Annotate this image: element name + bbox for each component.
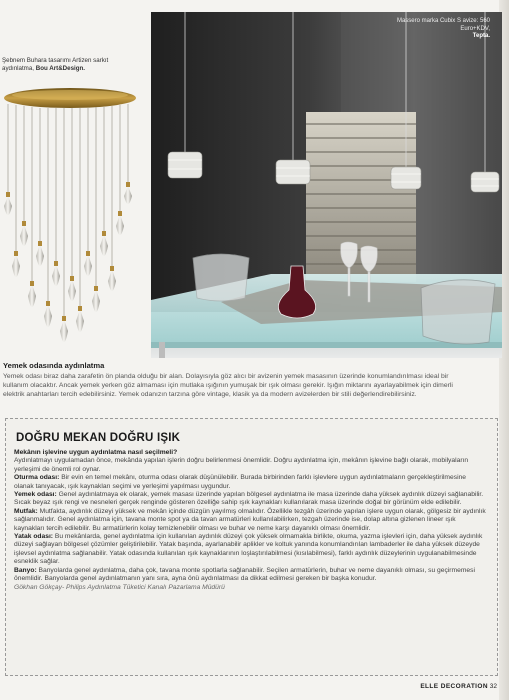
magazine-name: ELLE DECORATION <box>420 683 488 690</box>
box-intro: Aydınlatmayı uygulamadan önce, mekânda yapılan işlerin doğru belirlenmesi önemlidir. Doğru aydınlatma için, mekânın işlevine bağlı olarak, mobilyaların yerleşimi de önemli rol oynar. <box>14 457 469 473</box>
pendant-caption-brand: Tepta. <box>472 33 490 39</box>
pendant-caption <box>380 18 490 41</box>
chandelier-caption-text: Şebnem Buhara tasarımı Artizen sarkıt aydınlatma, <box>2 57 109 72</box>
chandelier-caption <box>2 57 132 73</box>
section-paragraph: Yemek odası biraz daha zarafetin ön planda olduğu bir alan. Dolayısıyla göz alıcı bir avizenin yemek masasının üzerinde konumlandırılması ideal bir kullanım olacaktır. Ancak yemek yerken göz almaması için mutlaka ışığının yumuşak bir ışık olması gerekir. Işığın miktarını ayarlayabilmek için dimerli elektrik anahtarları tercih edebilirsiniz. Yemek odanızın tarzına göre vintage, klasik ya da modern avizelerden bir stili değerlendirebilirsiniz. <box>3 373 453 399</box>
box-item-label: Mutfak: <box>14 507 38 515</box>
box-body <box>14 449 486 592</box>
box-item <box>14 474 486 491</box>
box-item-label: Yemek odası: <box>14 491 57 499</box>
section-heading: Yemek odasında aydınlatma <box>3 361 105 370</box>
box-item <box>14 533 486 567</box>
box-item <box>14 567 486 584</box>
box-signature: Gökhan Gökçay- Philips Aydınlatma Tüketici Kanalı Pazarlama Müdürü <box>14 583 225 591</box>
chandelier-image <box>0 86 148 356</box>
box-item-text: Bir evin en temel mekânı, oturma odası olarak düşünülebilir. Burada birbirinden farklı işlevlere uygun aydınlatmaların gerçekleştirilmesine olanak tanıyacak, ışık kaynakları seçimi ve yerleşimi yapılması uygundur. <box>14 474 466 490</box>
box-item-text: Bu mekânlarda, genel aydınlatma için kullanılan aydınlık düzeyi çok yüksek olmamakla birlikte, okuma, yazma işlevleri için, daha yüksek aydınlık düzeyi sağlayan bölgesel çözümler geliştirilebilir. Yatak başında, ayarlanabilir aplikler ve koltuk yanında konumlandırılan lambaderler ile daha yüksek düzeyde işlevsel aydınlatma sağlanabilir. Yatak odasında kullanılan ışık kaynaklarının loşlaştırılabilmesi (kısılabilmesi), farklı aydınlık düzeylerinin uygulanabilmesinde esneklik sağlar. <box>14 533 483 566</box>
box-item <box>14 508 486 533</box>
box-title: DOĞRU MEKAN DOĞRU IŞIK <box>16 432 181 444</box>
box-item-text: Genel aydınlatmaya ek olarak, yemek masası üzerinde yapılan bölgesel aydınlatma ile masa üzerinde daha yüksek aydınlık düzeyi sağlanabilir. Sıcak beyaz ışık rengi ve nesneleri gerçek renginde gösteren özelliğe sahip ışık kaynakları kullanılarak masa üzerinde doğal bir görünüm elde edilebilir. <box>14 491 484 507</box>
page-number: 32 <box>489 683 497 690</box>
dining-room-photo <box>151 12 502 358</box>
pendant-caption-text: Massero marka Cubix S avize: 560 Euro+KDV, <box>396 18 490 32</box>
box-item <box>14 491 486 508</box>
box-item-text: Banyolarda genel aydınlatma, daha çok, tavana monte spotlarla sağlanabilir. Seçilen armatürlerin, buhar ve neme dayanıklı olması, su geçirmemesi önemlidir. Banyolarda genel aydınlatmanın yanı sıra, ayna önü aydınlatması da dikkat edilmesi gereken bir başka konudur. <box>14 566 475 583</box>
page-footer <box>420 683 497 690</box>
chandelier-caption-brand: Bou Art&Design. <box>35 65 86 72</box>
box-item-text: Mutfakta, aydınlık düzeyi yüksek ve mekân içinde düzgün yayılmış olmalıdır. Özellikle tezgâh üzerinde yapılan işlere uygun olarak, gölgesiz bir aydınlık sağlanmalıdır. Genel aydınlatma için, tavana monte spot ya da tavan armatürleri kullanılabilirken, tezgah üzerinde ise, dolap altına gizlenen lineer ışık kaynakları tercih edilebilir. Bu armatürlerin kolay temizlenebilir olması ve buhar ve neme karşı dayanıklı olması önemlidir. <box>14 507 486 532</box>
box-item-label: Oturma odası: <box>14 474 60 482</box>
box-item-label: Yatak odası: <box>14 533 54 541</box>
box-item-label: Banyo: <box>14 566 37 574</box>
box-question: Mekânın işlevine uygun aydınlatma nasıl seçilmeli? <box>14 449 178 456</box>
